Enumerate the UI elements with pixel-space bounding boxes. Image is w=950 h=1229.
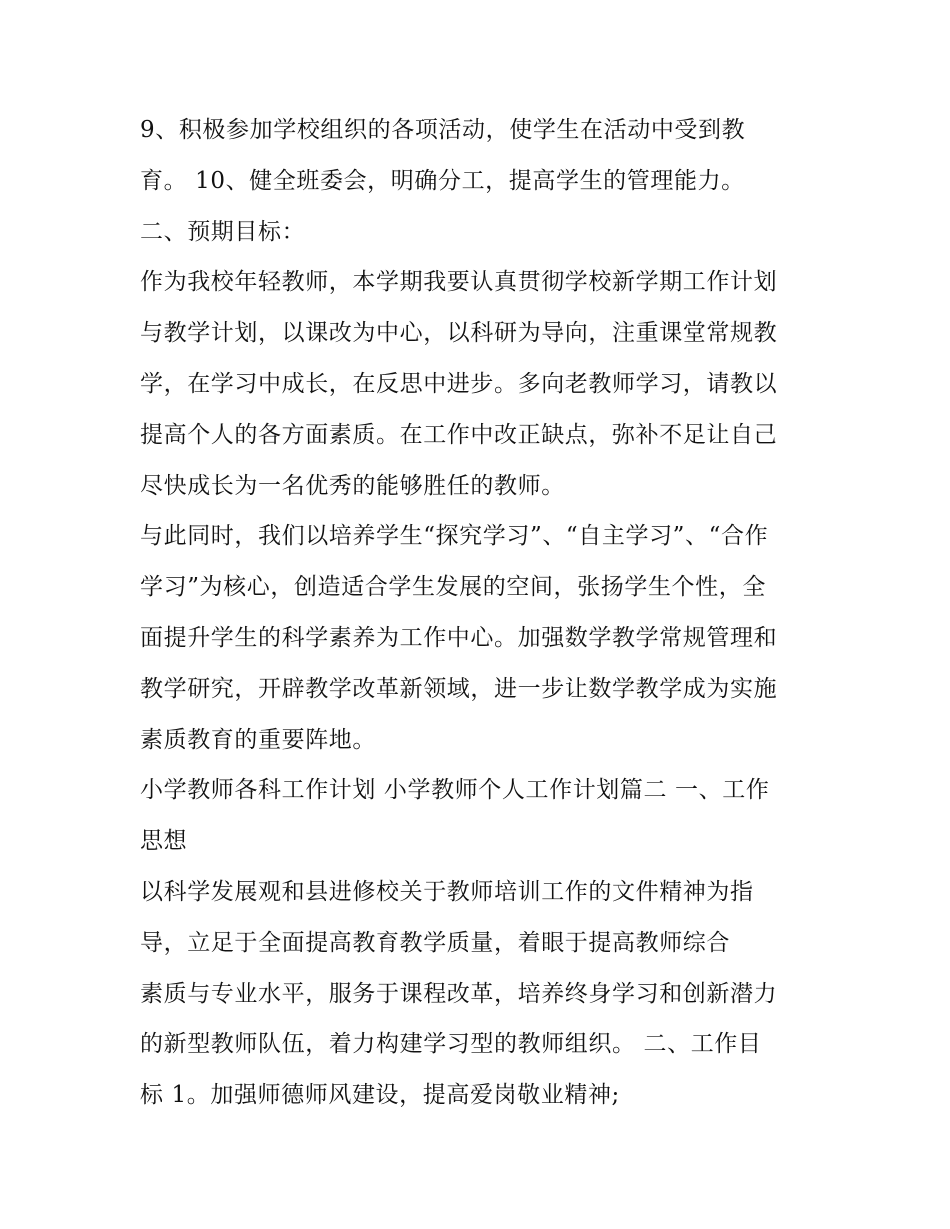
text-line: 以科学发展观和县进修校关于教师培训工作的文件精神为指 bbox=[140, 878, 754, 905]
text-line: 的新型教师队伍，着力构建学习型的教师组织。 二、工作目 bbox=[140, 1031, 762, 1058]
text-line: 学，在学习中成长，在反思中进步。多向老教师学习，请教以 bbox=[140, 370, 778, 397]
text-line: 素质教育的重要阵地。 bbox=[140, 726, 376, 753]
text-line: 作为我校年轻教师，本学期我要认真贯彻学校新学期工作计划 bbox=[140, 269, 778, 296]
text-line: 育。 10、健全班委会，明确分工，提高学生的管理能力。 bbox=[140, 167, 745, 194]
text-line: 与教学计划，以课改为中心，以科研为导向，注重课堂常规教 bbox=[140, 320, 778, 347]
text-line: 9、积极参加学校组织的各项活动，使学生在活动中受到教 bbox=[140, 117, 746, 143]
text-line: 素质与专业水平，服务于课程改革，培养终身学习和创新潜力 bbox=[140, 980, 778, 1007]
text-line: 提高个人的各方面素质。在工作中改正缺点，弥补不足让自己 bbox=[140, 421, 778, 448]
text-line: 标 1。加强师德师风建设，提高爱岗敬业精神; bbox=[140, 1082, 620, 1109]
text-line: 学习”为核心，创造适合学生发展的空间，张扬学生个性，全 bbox=[140, 574, 766, 601]
document-body bbox=[140, 105, 820, 1121]
section-heading: 二、预期目标： bbox=[140, 218, 306, 245]
text-line: 尽快成长为一名优秀的能够胜任的教师。 bbox=[140, 472, 565, 499]
text-line: 思想 bbox=[140, 828, 188, 855]
text-line: 面提升学生的科学素养为工作中心。加强数学教学常规管理和 bbox=[140, 624, 778, 651]
text-line: 小学教师各科工作计划 小学教师个人工作计划篇二 一、工作 bbox=[140, 777, 770, 804]
text-line: 与此同时，我们以培养学生“探究学习”、“自主学习”、“合作 bbox=[140, 523, 769, 550]
text-line: 导，立足于全面提高教育教学质量，着眼于提高教师综合 bbox=[140, 929, 730, 956]
text-line: 教学研究，开辟教学改革新领域，进一步让数学教学成为实施 bbox=[140, 675, 778, 702]
